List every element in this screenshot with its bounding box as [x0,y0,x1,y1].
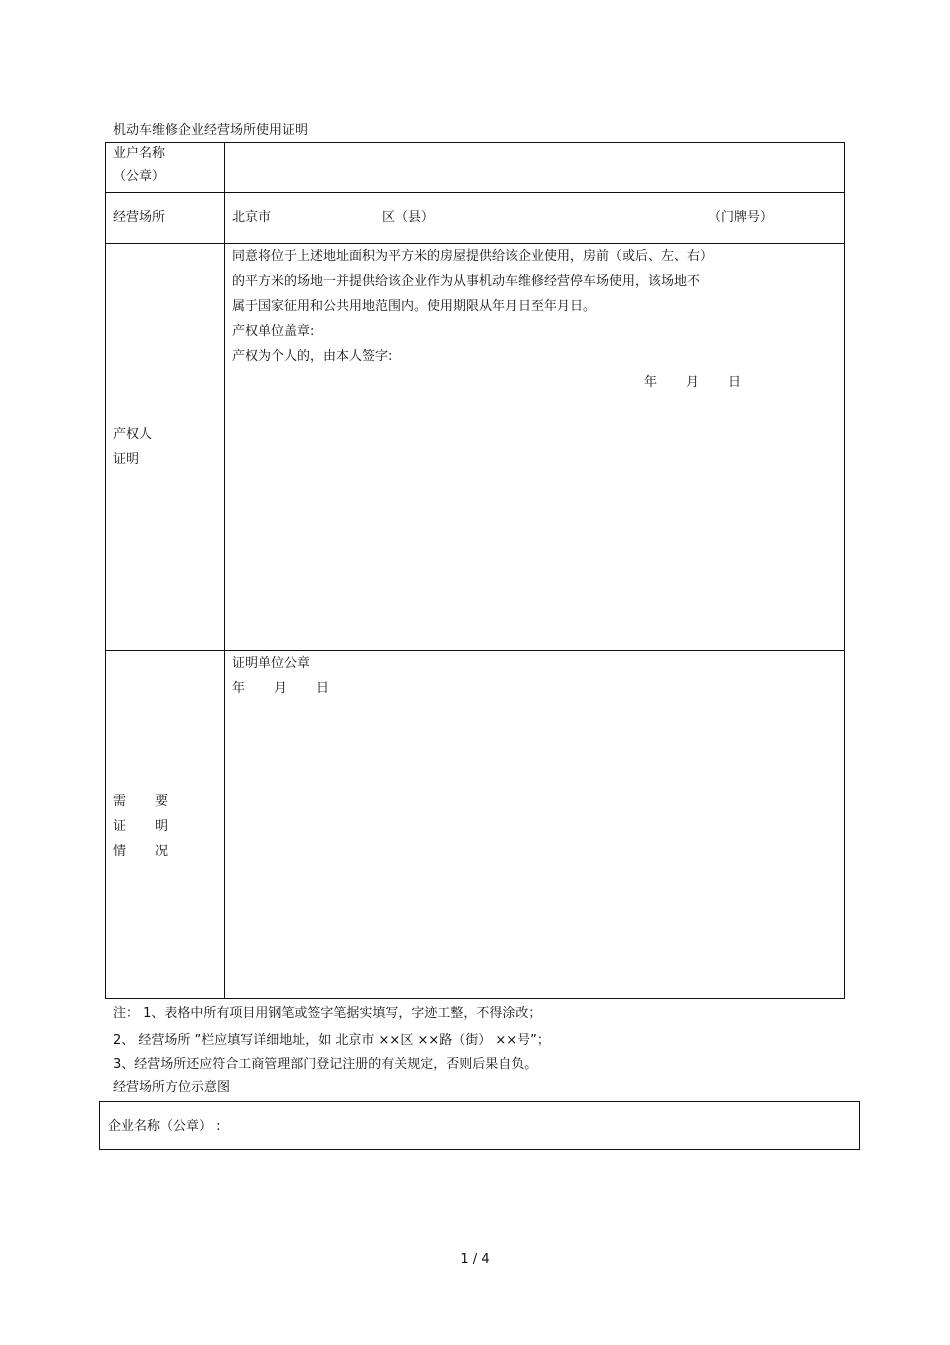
certifier-date-year: 年 [232,681,246,696]
certifier-seal-label: 证明单位公章 [232,656,311,671]
owner-proof-label: 产权人 [113,427,153,442]
statement-line: 属于国家征用和公共用地范围内。使用期限从年月日至年月日。 [232,299,597,314]
owner-proof-label-2: 证明 [113,452,140,467]
map-title: 经营场所方位示意图 [113,1080,231,1095]
required-proof-char: 明 [155,819,169,834]
required-proof-char: 要 [155,794,169,809]
address-city: 北京市 [232,210,272,225]
table-border-left [105,142,106,999]
required-proof-char: 证 [113,819,127,834]
table-row-divider-3 [105,650,845,651]
page-number: 1 / 4 [460,1252,490,1267]
table-column-divider [224,142,225,999]
table-border-top [105,142,845,143]
address-district: 区（县） [382,210,435,225]
page-title: 机动车维修企业经营场所使用证明 [113,123,309,138]
required-proof-char: 况 [155,844,169,859]
owner-signature-label: 产权为个人的，由本人签字: [232,349,393,364]
table-border-right [844,142,845,999]
owner-date-month: 月 [686,375,700,390]
statement-line: 同意将位于上述地址面积为平方米的房屋提供给该企业使用，房前（或后、左、右） [232,249,714,264]
business-name-label: 业户名称 [113,146,166,161]
required-proof-char: 需 [113,794,127,809]
note-2: 2、 经营场所 ”栏应填写详细地址，如 北京市 ××区 ××路（街） ××号”； [113,1033,550,1048]
required-proof-char: 情 [113,844,127,859]
business-name-field[interactable] [232,155,832,180]
owner-seal-label: 产权单位盖章: [232,324,315,339]
premises-label: 经营场所 [113,210,166,225]
address-doorplate: （门牌号） [708,210,774,225]
company-name-label: 企业名称（公章） : [108,1119,221,1134]
table-border-bottom [105,998,845,999]
business-seal-label: （公章） [113,169,166,184]
certifier-date-month: 月 [274,681,288,696]
table-row-divider-1 [105,192,845,193]
certifier-date-day: 日 [316,681,330,696]
note-3: 3、经营场所还应符合工商管理部门登记注册的有关规定，否则后果自负。 [113,1057,538,1072]
note-1: 注： 1、表格中所有项目用钢笔或签字笔据实填写，字迹工整，不得涂改； [113,1006,542,1021]
owner-date-year: 年 [644,375,658,390]
ownership-statement [232,244,802,369]
statement-line: 的平方米的场地一并提供给该企业作为从事机动车维修经营停车场使用，该场地不 [232,274,701,289]
owner-date-day: 日 [728,375,742,390]
